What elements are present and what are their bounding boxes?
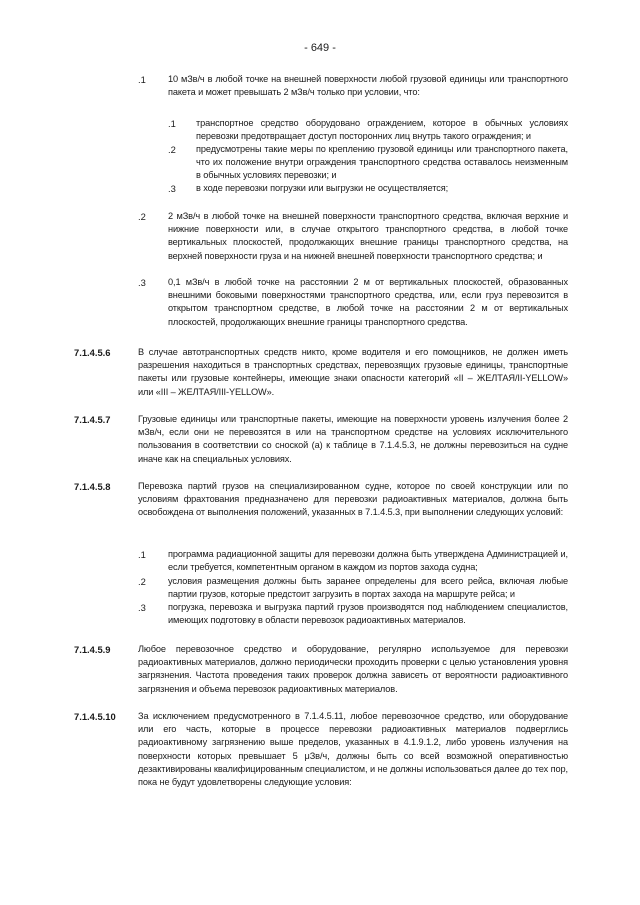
subitem-1-3-text: в ходе перевозки погрузки или выгрузки не осуществляется; (196, 183, 449, 193)
subitem-8-3-label: .3 (138, 602, 146, 613)
section-7-1-4-5-8-text: Перевозка партий грузов на специализированном судне, которое по своей конструкции или по условиям фрахтования предназначено для перевозки радиоактивных материалов, должна быть освобождена от выполнения положений, указанных в 7.1.4.5.3, при выполнении следующих условий: (138, 481, 568, 518)
section-7-1-4-5-10-text: За исключением предусмотренного в 7.1.4.5.11, любое перевозочное средство, или оборудование или его часть, которые в процессе перевозки радиоактивных материалов подверглись радиоактивному загрязнению выше пределов, указанных в 4.1.9.1.2, либо уровень излучения на поверхности которых превышает 5 μЗв/ч, должны быть со всей возможной оперативностью дезактивированы квалифицированным специалистом, и не должны использоваться далее до тех пор, пока не будут удовлетворены следующие условия: (138, 711, 568, 788)
subitem-8-1-text: программа радиационной защиты для перевозки должна быть утверждена Администрацией и, если требуется, компетентным органом в каждом из портов захода судна; (168, 549, 568, 573)
page-number: - 649 - (304, 42, 336, 54)
section-7-1-4-5-6-label: 7.1.4.5.6 (74, 347, 111, 358)
section-7-1-4-5-9-label: 7.1.4.5.9 (74, 644, 111, 655)
item-1-label: .1 (138, 74, 146, 85)
item-1-text: 10 мЗв/ч в любой точке на внешней поверхности любой грузовой единицы или транспортного пакета и может превышать 2 мЗв/ч только при условии, что: (168, 74, 568, 98)
subitem-1-1-label: .1 (168, 118, 176, 129)
section-7-1-4-5-6-text: В случае автотранспортных средств никто, кроме водителя и его помощников, не должен иметь разрешения находиться в транспортных средствах, перевозящих грузовые единицы, транспортные пакеты или грузовые контейнеры, имеющие знаки опасности категорий «II – ЖЕЛТАЯ/II-YELLOW» или «III – ЖЕЛТАЯ/III-YELLOW». (138, 347, 568, 397)
subitem-1-2-text: предусмотрены такие меры по креплению грузовой единицы или транспортного пакета, что их положение внутри ограждения транспортного средства оставалось неизменным в обычных условиях перевозки; и (196, 144, 568, 181)
section-7-1-4-5-7-text: Грузовые единицы или транспортные пакеты, имеющие на поверхности уровень излучения более 2 мЗв/ч, если они не перевозятся в или на транспортном средстве на условиях исключительного пользования в соответствии со сноской (а) к таблице в 7.1.4.5.3, не должны перевозиться на судне иначе как на специальных условиях. (138, 414, 568, 464)
section-7-1-4-5-7-label: 7.1.4.5.7 (74, 414, 111, 425)
item-2-text: 2 мЗв/ч в любой точке на внешней поверхности транспортного средства, включая верхние и нижние поверхности или, в случае открытого транспортного средства, в любой точке вертикальных плоскостей, продолжающих внешние границы транспортного средства, на верхней поверхности груза и на нижней внешней поверхности транспортного средства; и (168, 211, 568, 261)
section-7-1-4-5-8-label: 7.1.4.5.8 (74, 481, 111, 492)
subitem-1-1-text: транспортное средство оборудовано ограждением, которое в обычных условиях перевозки предотвращает доступ посторонних лиц внутрь такого ограждения; и (196, 118, 568, 142)
item-3-label: .3 (138, 277, 146, 288)
subitem-1-2-label: .2 (168, 144, 176, 155)
section-7-1-4-5-9-text: Любое перевозочное средство и оборудование, регулярно используемое для перевозки радиоактивных материалов, должно периодически проходить проверки с целью установления уровня загрязнения. Частота проведения таких проверок должна зависеть от вероятности радиоактивного загрязнения и объема перевозок радиоактивных материалов. (138, 644, 568, 694)
section-7-1-4-5-10-label: 7.1.4.5.10 (74, 711, 116, 722)
subitem-1-3-label: .3 (168, 183, 176, 194)
item-2-label: .2 (138, 211, 146, 222)
subitem-8-2-label: .2 (138, 576, 146, 587)
subitem-8-3-text: погрузка, перевозка и выгрузка партий грузов производятся под наблюдением специалистов, имеющих подготовку в области перевозок радиоактивных материалов. (168, 602, 568, 626)
item-3-text: 0,1 мЗв/ч в любой точке на расстоянии 2 м от вертикальных плоскостей, образованных внешними боковыми поверхностями транспортного средства, или, если груз перевозится в открытом транспортном средстве, в любой точке на расстоянии 2 м от вертикальных плоскостей, продолжающих внешние границы транспортного средства. (168, 277, 568, 327)
subitem-8-1-label: .1 (138, 549, 146, 560)
subitem-8-2-text: условия размещения должны быть заранее определены для всего рейса, включая любые партии грузов, которые предстоит загрузить в портах захода на маршруте рейса; и (168, 576, 568, 600)
